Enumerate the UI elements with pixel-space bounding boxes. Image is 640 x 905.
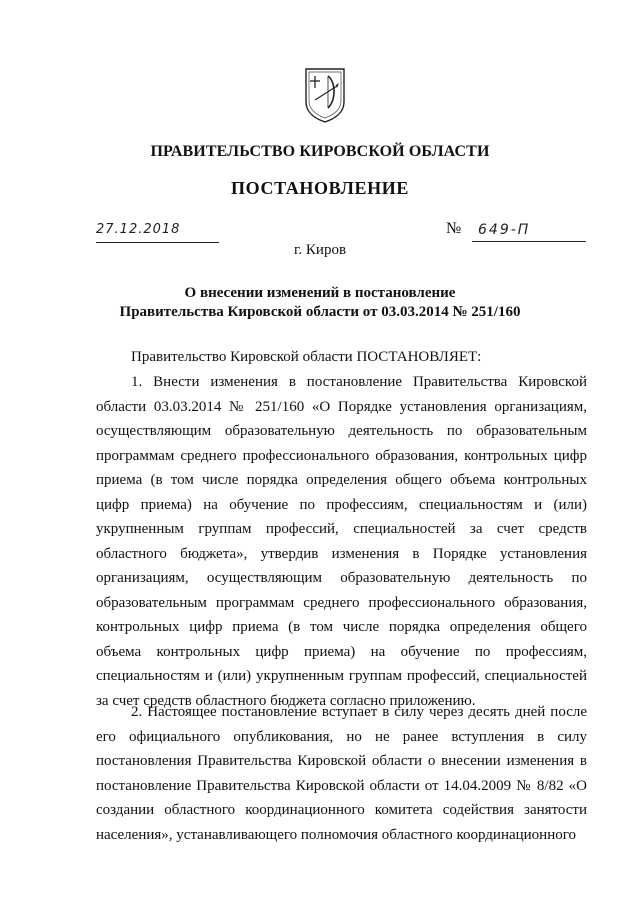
item-1-paragraph: 1. Внести изменения в постановление Правительства Кировской области 03.03.2014 № 251/160 «О Порядке установления организациям, осуществляющим образовательную деятельность по образовательным программам среднего профессионального образования, контрольных цифр приема (в том числе порядка определения общего объема контрольных цифр приема) на обучение по профессиям, специальностям и (или) укрупненным группам профессий, специальностей за счет средств областного бюджета», утвердив изменения в Порядке установления организациям, осуществляющим образовательную деятельность по образовательным программам среднего профессионального образования, контрольных цифр приема (в том числе порядка определения общего объема контрольных цифр приема) на обучение по профессиям, специальностям и (или) укрупненным группам профессий, специальностей за счет средств областного бюджета согласно приложению. bbox=[96, 374, 587, 709]
body-item-2-block bbox=[96, 700, 587, 847]
signing-date-field: 27.12.2018 bbox=[96, 222, 219, 243]
item-2-paragraph: 2. Настоящее постановление вступает в силу через десять дней после его официального опубликования, но не ранее вступления в силу постановления Правительства Кировской области о внесении изменения в постановление Правительства Кировской области от 14.04.2009 № 8/82 «О создании областного координационного комитета содействия занятости населения», устанавливающего полномочия областного координационного bbox=[96, 704, 587, 843]
document-number-field: 649-П bbox=[472, 222, 586, 242]
number-sign: № bbox=[446, 220, 462, 237]
subject-line-2: Правительства Кировской области от 03.03.2014 № 251/160 bbox=[119, 304, 521, 320]
body-intro-block bbox=[96, 345, 587, 370]
body-item-1-block bbox=[96, 370, 587, 713]
document-type-title: ПОСТАНОВЛЕНИЕ bbox=[231, 178, 409, 198]
coat-of-arms-icon bbox=[303, 66, 347, 124]
organization-title: ПРАВИТЕЛЬСТВО КИРОВСКОЙ ОБЛАСТИ bbox=[150, 143, 490, 160]
document-subject bbox=[0, 284, 640, 322]
subject-line-1: О внесении изменений в постановление bbox=[184, 285, 456, 301]
intro-paragraph: Правительство Кировской области ПОСТАНОВЛЯЕТ: bbox=[131, 349, 482, 365]
city-label: г. Киров bbox=[293, 242, 347, 258]
